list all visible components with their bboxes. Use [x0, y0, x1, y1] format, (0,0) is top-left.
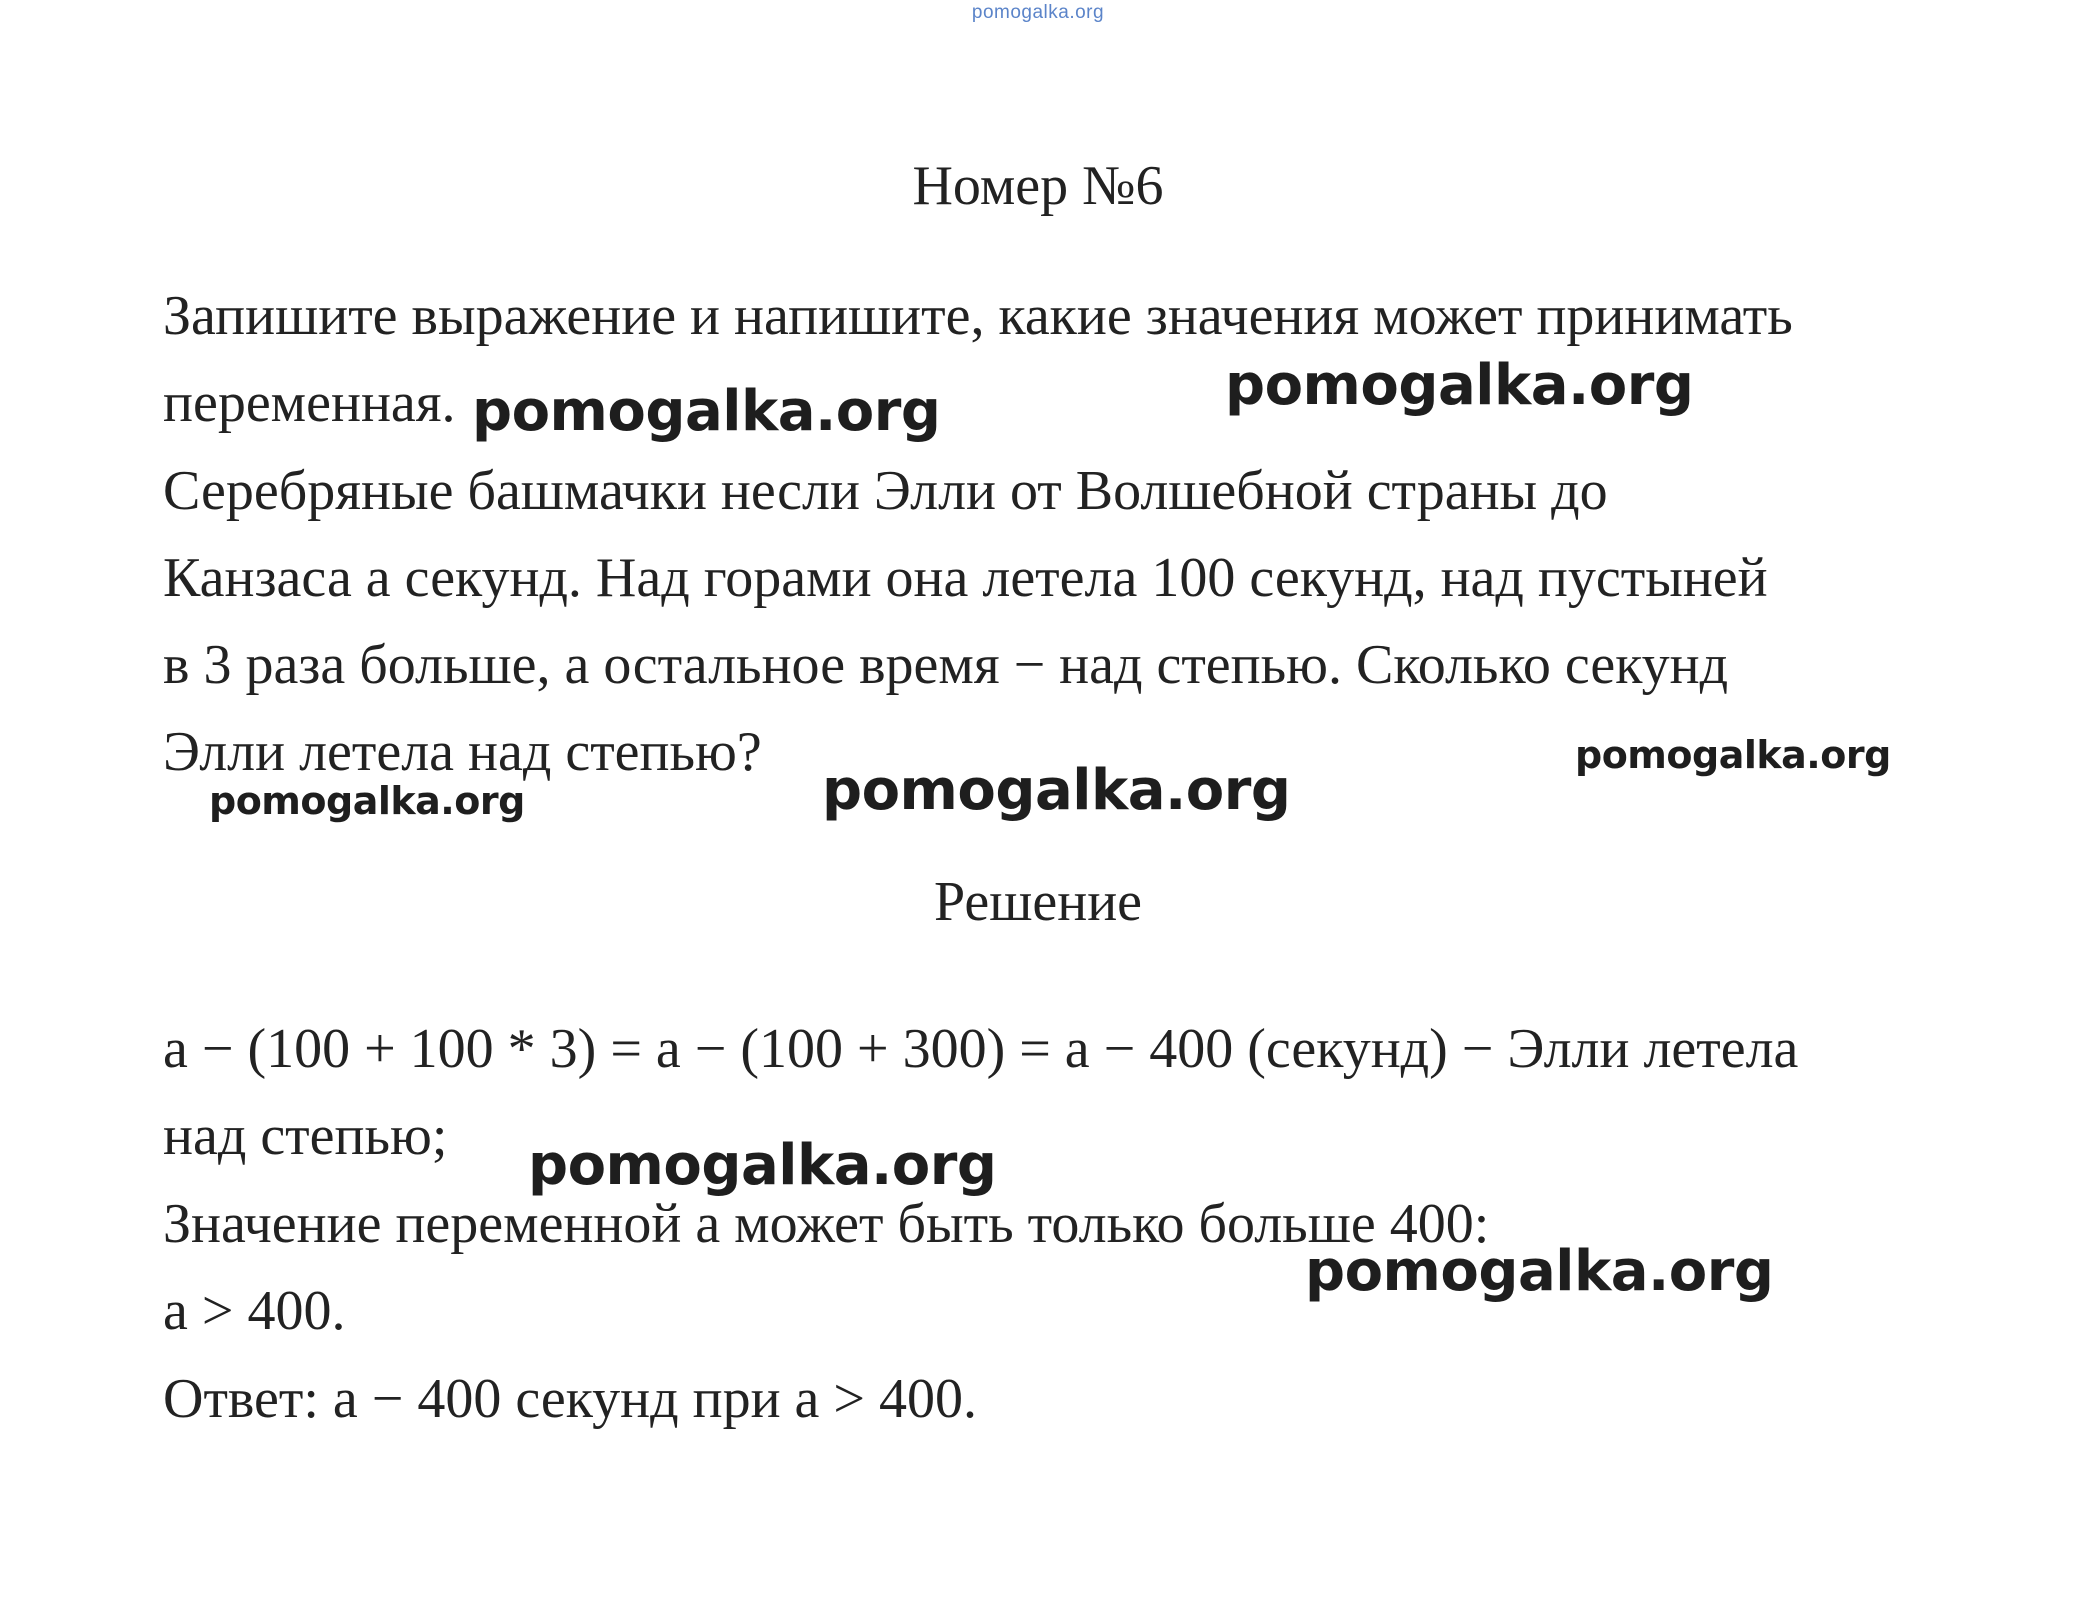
watermark: pomogalka.org: [528, 1133, 997, 1198]
watermark: pomogalka.org: [1575, 733, 1891, 777]
solution-line: а − (100 + 100 * 3) = а − (100 + 300) = а − 400 (секунд) − Элли летела: [163, 1018, 1799, 1080]
solution-line: а > 400.: [163, 1280, 346, 1342]
task-line: переменная.: [163, 372, 456, 434]
solution-line: Значение переменной а может быть только больше 400:: [163, 1193, 1490, 1255]
task-title: Номер №6: [912, 155, 1164, 217]
solution-line: над степью;: [163, 1105, 448, 1167]
task-line: Элли летела над степью?: [163, 721, 762, 783]
watermark: pomogalka.org: [1225, 353, 1694, 418]
task-line: Канзаса а секунд. Над горами она летела 100 секунд, над пустыней: [163, 547, 1768, 609]
watermark: pomogalka.org: [472, 379, 941, 444]
answer-line: Ответ: а − 400 секунд при а > 400.: [163, 1368, 977, 1430]
task-line: Запишите выражение и напишите, какие значения может принимать: [163, 285, 1793, 347]
task-line: в 3 раза больше, а остальное время − над степью. Сколько секунд: [163, 634, 1729, 696]
watermark: pomogalka.org: [1305, 1239, 1774, 1304]
site-mark-header: pomogalka.org: [971, 2, 1105, 23]
watermark: pomogalka.org: [822, 758, 1291, 823]
solution-title: Решение: [933, 871, 1143, 933]
task-line: Серебряные башмачки несли Элли от Волшебной страны до: [163, 460, 1608, 522]
watermark: pomogalka.org: [209, 779, 525, 823]
